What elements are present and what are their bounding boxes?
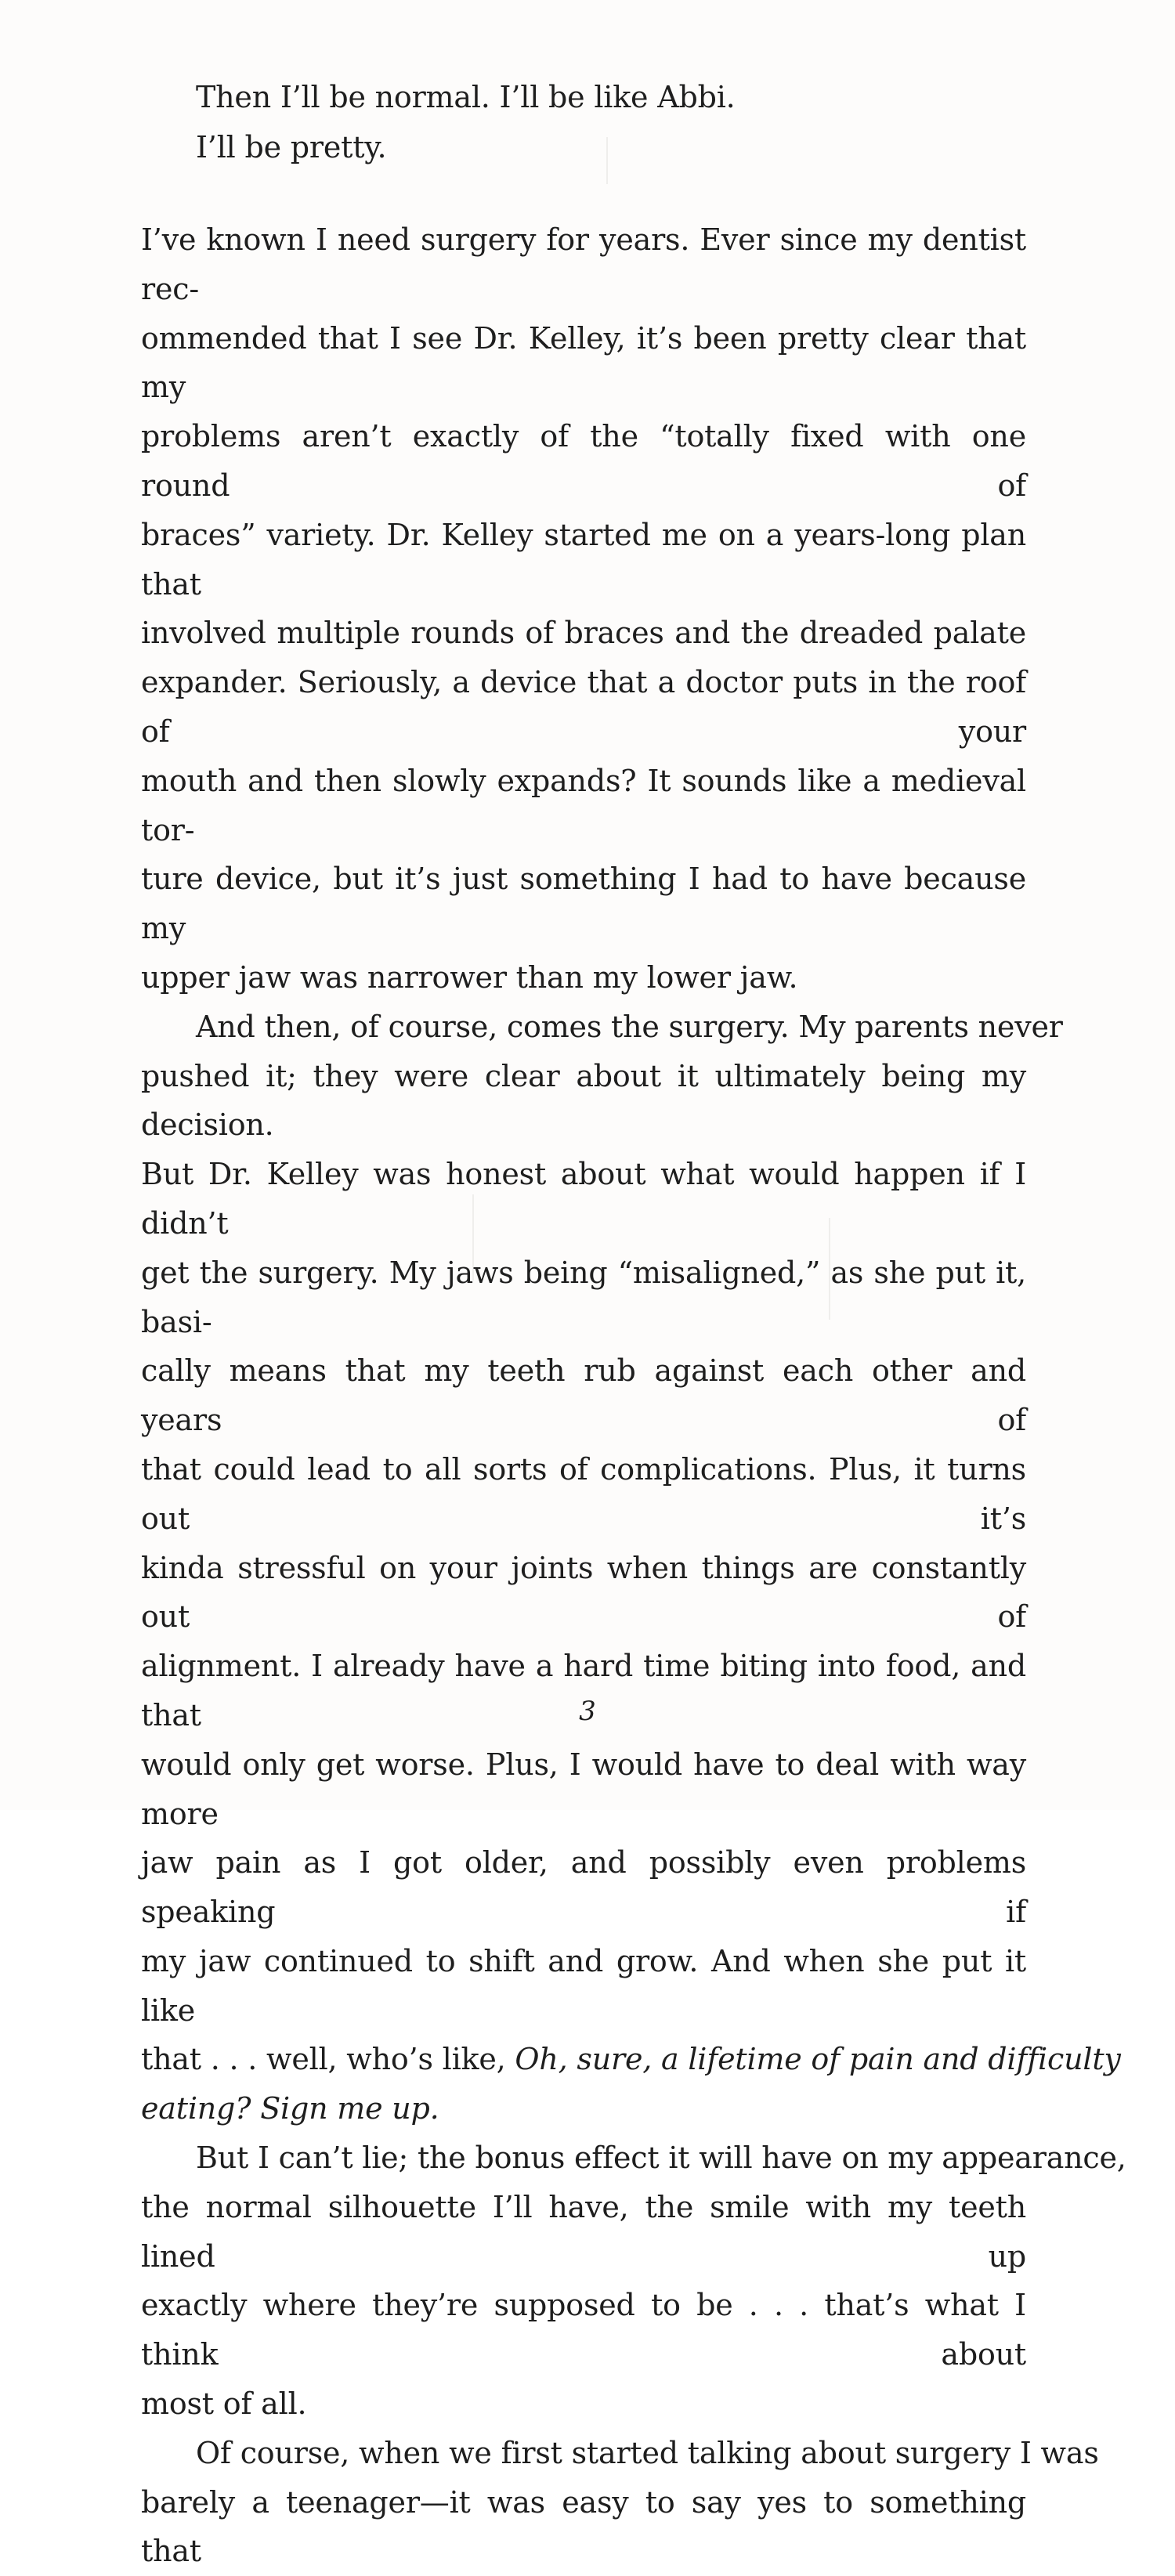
text-line: I’ve known I need surgery for years. Ever since my dentist rec- xyxy=(141,222,1026,306)
text-line: most of all. xyxy=(141,2386,307,2422)
text-line: would only get worse. Plus, I would have to deal with way more xyxy=(141,1747,1026,1831)
text-line: get the surgery. My jaws being “misaligned,” as she put it, basi- xyxy=(141,1255,1026,1339)
opening-lines xyxy=(141,72,1026,172)
page-number: 3 xyxy=(579,1696,596,1727)
text-line: kinda stressful on your joints when things are constantly out of xyxy=(141,1550,1026,1635)
text-line: Of course, when we first started talking about surgery I was xyxy=(196,2435,1099,2470)
text-line: braces” variety. Dr. Kelley started me on a years-long plan that xyxy=(141,517,1026,602)
text-line xyxy=(141,2035,1121,2084)
opening-line: I’ll be pretty. xyxy=(196,130,387,164)
text-segment: that . . . well, who’s like, xyxy=(141,2042,515,2077)
text-line: expander. Seriously, a device that a doctor puts in the roof of your xyxy=(141,665,1026,749)
text-line: involved multiple rounds of braces and the dreaded palate xyxy=(141,616,1026,651)
text-line: ommended that I see Dr. Kelley, it’s been pretty clear that my xyxy=(141,320,1026,405)
text-line: But I can’t lie; the bonus effect it will have on my appearance, xyxy=(196,2141,1126,2176)
text-line: cally means that my teeth rub against each other and years of xyxy=(141,1353,1026,1438)
body-text xyxy=(141,215,1126,2576)
text-line: alignment. I already have a hard time biting into food, and that xyxy=(141,1649,1026,1732)
opening-line: Then I’ll be normal. I’ll be like Abbi. xyxy=(196,80,736,114)
italic-text-segment: Oh, sure, a lifetime of pain and difficulty xyxy=(515,2042,1121,2077)
italic-text-line: eating? Sign me up. xyxy=(141,2091,439,2126)
text-line: pushed it; they were clear about it ultimately being my decision. xyxy=(141,1058,1026,1143)
text-line: barely a teenager—it was easy to say yes to something that xyxy=(141,2484,1026,2569)
text-line: the normal silhouette I’ll have, the smile with my teeth lined up xyxy=(141,2189,1026,2274)
text-line: upper jaw was narrower than my lower jaw. xyxy=(141,959,798,995)
text-line: that could lead to all sorts of complications. Plus, it turns out it’s xyxy=(141,1451,1026,1536)
text-line: problems aren’t exactly of the “totally fixed with one round of xyxy=(141,419,1026,503)
text-line: ture device, but it’s just something I had to have because my xyxy=(141,862,1026,946)
text-line: jaw pain as I got older, and possibly even problems speaking if xyxy=(141,1845,1026,1930)
text-line: mouth and then slowly expands? It sounds like a medieval tor- xyxy=(141,763,1026,847)
text-line: exactly where they’re supposed to be . . . that’s what I think about xyxy=(141,2288,1026,2372)
text-line: And then, of course, comes the surgery. My parents never xyxy=(196,1009,1063,1044)
text-line: my jaw continued to shift and grow. And when she put it like xyxy=(141,1943,1026,2028)
text-line: But Dr. Kelley was honest about what would happen if I didn’t xyxy=(141,1157,1026,1241)
